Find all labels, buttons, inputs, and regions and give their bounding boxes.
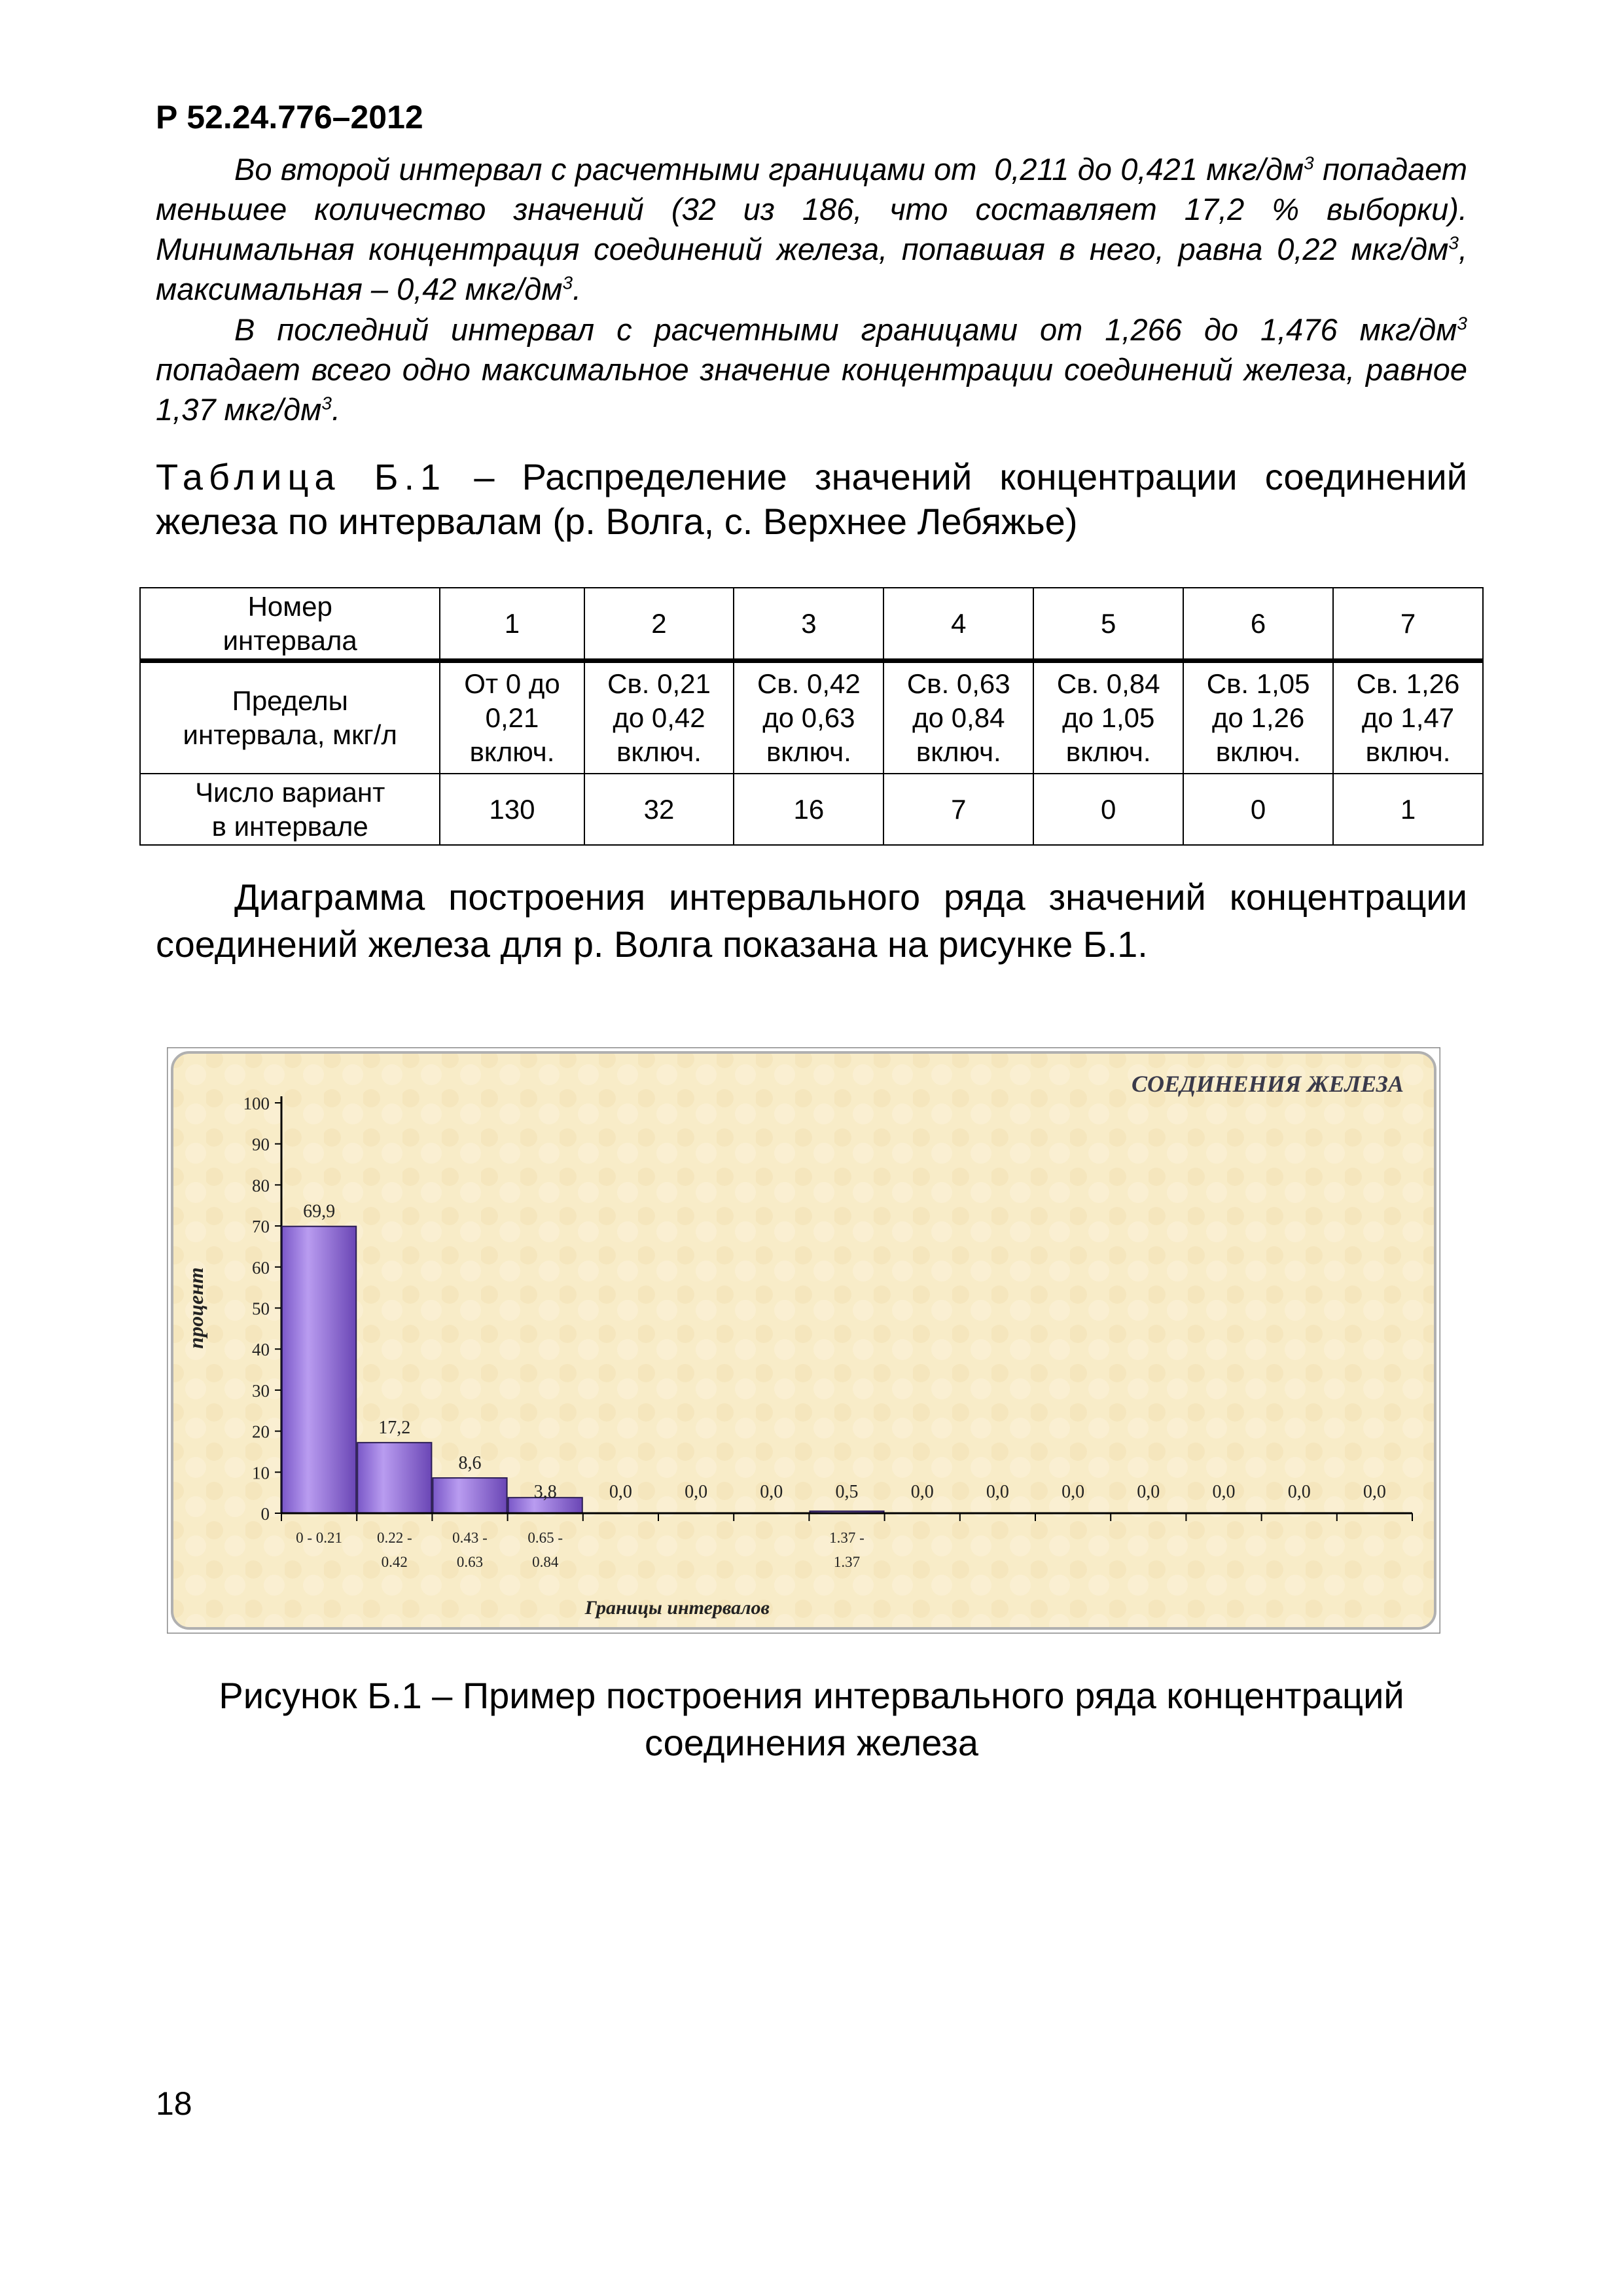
bar-data-label: 0,5 <box>835 1482 859 1502</box>
y-tick-label: 30 <box>252 1380 270 1401</box>
chart-bar <box>433 1478 507 1513</box>
y-tick-label: 80 <box>252 1175 270 1196</box>
table-title-text: – Распределение значений концентрации соединений железа по интервалам (р. Волга, с. Верхнее Лебяжье) <box>156 456 1467 542</box>
bar-data-label: 0,0 <box>986 1482 1009 1502</box>
paragraph-second-interval: Во второй интервал с расчетными границами от 0,211 до 0,421 мкг/$дм^3$ попадает меньшее количество значений (32 из 186, что составляет 17,2 % выборки). Минимальная концентрация соединений железа, попавшая в него, равна 0,22 мкг/$дм^3$, максимальная – 0,42 мкг/$дм^3$. <box>156 152 1467 306</box>
bar-data-label: 0,0 <box>1212 1482 1236 1502</box>
y-tick-label: 70 <box>252 1217 270 1237</box>
table-row <box>140 661 1483 774</box>
table-row <box>140 774 1483 845</box>
x-tick-label: 0.63 <box>456 1554 484 1570</box>
bar-data-label: 0,0 <box>1061 1482 1085 1502</box>
interval-limits-cell: Св. 0,42 до 0,63 включ. <box>734 661 883 774</box>
interval-number-cell: 1 <box>440 588 584 661</box>
bar-data-label: 17,2 <box>378 1418 411 1439</box>
diagram-description: Диаграмма построения интервального ряда значений концентрации соединений железа для р. Волга показана на рисунке Б.1. <box>156 876 1467 965</box>
bar-data-label: 0,0 <box>1137 1482 1160 1502</box>
bar-data-label: 0,0 <box>609 1482 632 1502</box>
bar-data-label: 69,9 <box>303 1201 336 1222</box>
interval-limits-cell: Св. 0,21 до 0,42 включ. <box>584 661 734 774</box>
interval-count-cell: 1 <box>1333 774 1483 845</box>
interval-number-cell: 6 <box>1183 588 1333 661</box>
x-tick-label: 0.42 <box>381 1554 408 1570</box>
interval-count-cell: 7 <box>883 774 1033 845</box>
chart-title: СОЕДИНЕНИЯ ЖЕЛЕЗА <box>1131 1071 1404 1097</box>
interval-limits-cell: Св. 0,63 до 0,84 включ. <box>883 661 1033 774</box>
bar-data-label: 0,0 <box>910 1482 934 1502</box>
bar-data-label: 0,0 <box>1363 1482 1386 1502</box>
y-axis-label: процент <box>184 1267 207 1349</box>
x-tick-label: 0.43 - <box>452 1530 488 1546</box>
x-tick-label: 1.37 - <box>829 1530 865 1546</box>
y-tick-label: 60 <box>252 1257 270 1278</box>
interval-number-cell: 7 <box>1333 588 1483 661</box>
table-row <box>140 588 1483 661</box>
chart-bar <box>357 1443 431 1513</box>
row-header: Номер интервала <box>140 588 440 661</box>
bar-data-label: 3,8 <box>533 1482 557 1502</box>
table-title <box>156 455 1467 544</box>
paragraph-last-interval: В последний интервал с расчетными границами от 1,266 до 1,476 мкг/$дм^3$ попадает всего одно максимальное значение концентрации соединений железа, равное 1,37 мкг/$дм^3$. <box>156 312 1467 427</box>
x-tick-label: 0.65 - <box>527 1530 563 1546</box>
x-tick-label: 0 - 0.21 <box>296 1530 343 1546</box>
x-axis-label: Границы интервалов <box>584 1597 770 1619</box>
interval-number-cell: 4 <box>883 588 1033 661</box>
y-tick-label: 20 <box>252 1422 270 1442</box>
x-tick-label: 0.84 <box>532 1554 559 1570</box>
row-header: Пределы интервала, мкг/л <box>140 661 440 774</box>
interval-number-cell: 3 <box>734 588 883 661</box>
interval-distribution-table <box>139 587 1484 846</box>
figure-caption-line2: соединения железа <box>645 1722 978 1763</box>
interval-limits-cell: Св. 0,84 до 1,05 включ. <box>1033 661 1183 774</box>
chart-area-background <box>172 1052 1435 1628</box>
table-title-label: Таблица Б.1 <box>156 456 447 497</box>
x-tick-label: 0.22 - <box>376 1530 412 1546</box>
document-code: Р 52.24.776–2012 <box>156 99 423 135</box>
interval-count-cell: 16 <box>734 774 883 845</box>
y-tick-label: 0 <box>260 1504 270 1524</box>
y-tick-label: 10 <box>252 1463 270 1483</box>
interval-limits-cell: От 0 до 0,21 включ. <box>440 661 584 774</box>
y-tick-label: 40 <box>252 1340 270 1360</box>
bar-data-label: 0,0 <box>685 1482 708 1502</box>
y-tick-label: 100 <box>243 1094 270 1113</box>
iron-compounds-chart <box>167 1047 1440 1634</box>
bar-data-label: 8,6 <box>458 1453 482 1474</box>
figure-caption <box>156 1672 1467 1767</box>
row-header: Число вариант в интервале <box>140 774 440 845</box>
interval-number-cell: 2 <box>584 588 734 661</box>
chart-bar <box>282 1227 356 1513</box>
interval-count-cell: 130 <box>440 774 584 845</box>
x-tick-label: 1.37 <box>833 1554 861 1570</box>
y-tick-label: 90 <box>252 1134 270 1155</box>
figure-caption-line1: Рисунок Б.1 – Пример построения интервального ряда концентраций <box>219 1675 1404 1716</box>
interval-count-cell: 0 <box>1033 774 1183 845</box>
interval-count-cell: 32 <box>584 774 734 845</box>
page-number: 18 <box>156 2085 192 2122</box>
interval-number-cell: 5 <box>1033 588 1183 661</box>
interval-count-cell: 0 <box>1183 774 1333 845</box>
y-tick-label: 50 <box>252 1299 270 1319</box>
interval-limits-cell: Св. 1,05 до 1,26 включ. <box>1183 661 1333 774</box>
bar-data-label: 0,0 <box>760 1482 783 1502</box>
bar-data-label: 0,0 <box>1287 1482 1311 1502</box>
interval-limits-cell: Св. 1,26 до 1,47 включ. <box>1333 661 1483 774</box>
